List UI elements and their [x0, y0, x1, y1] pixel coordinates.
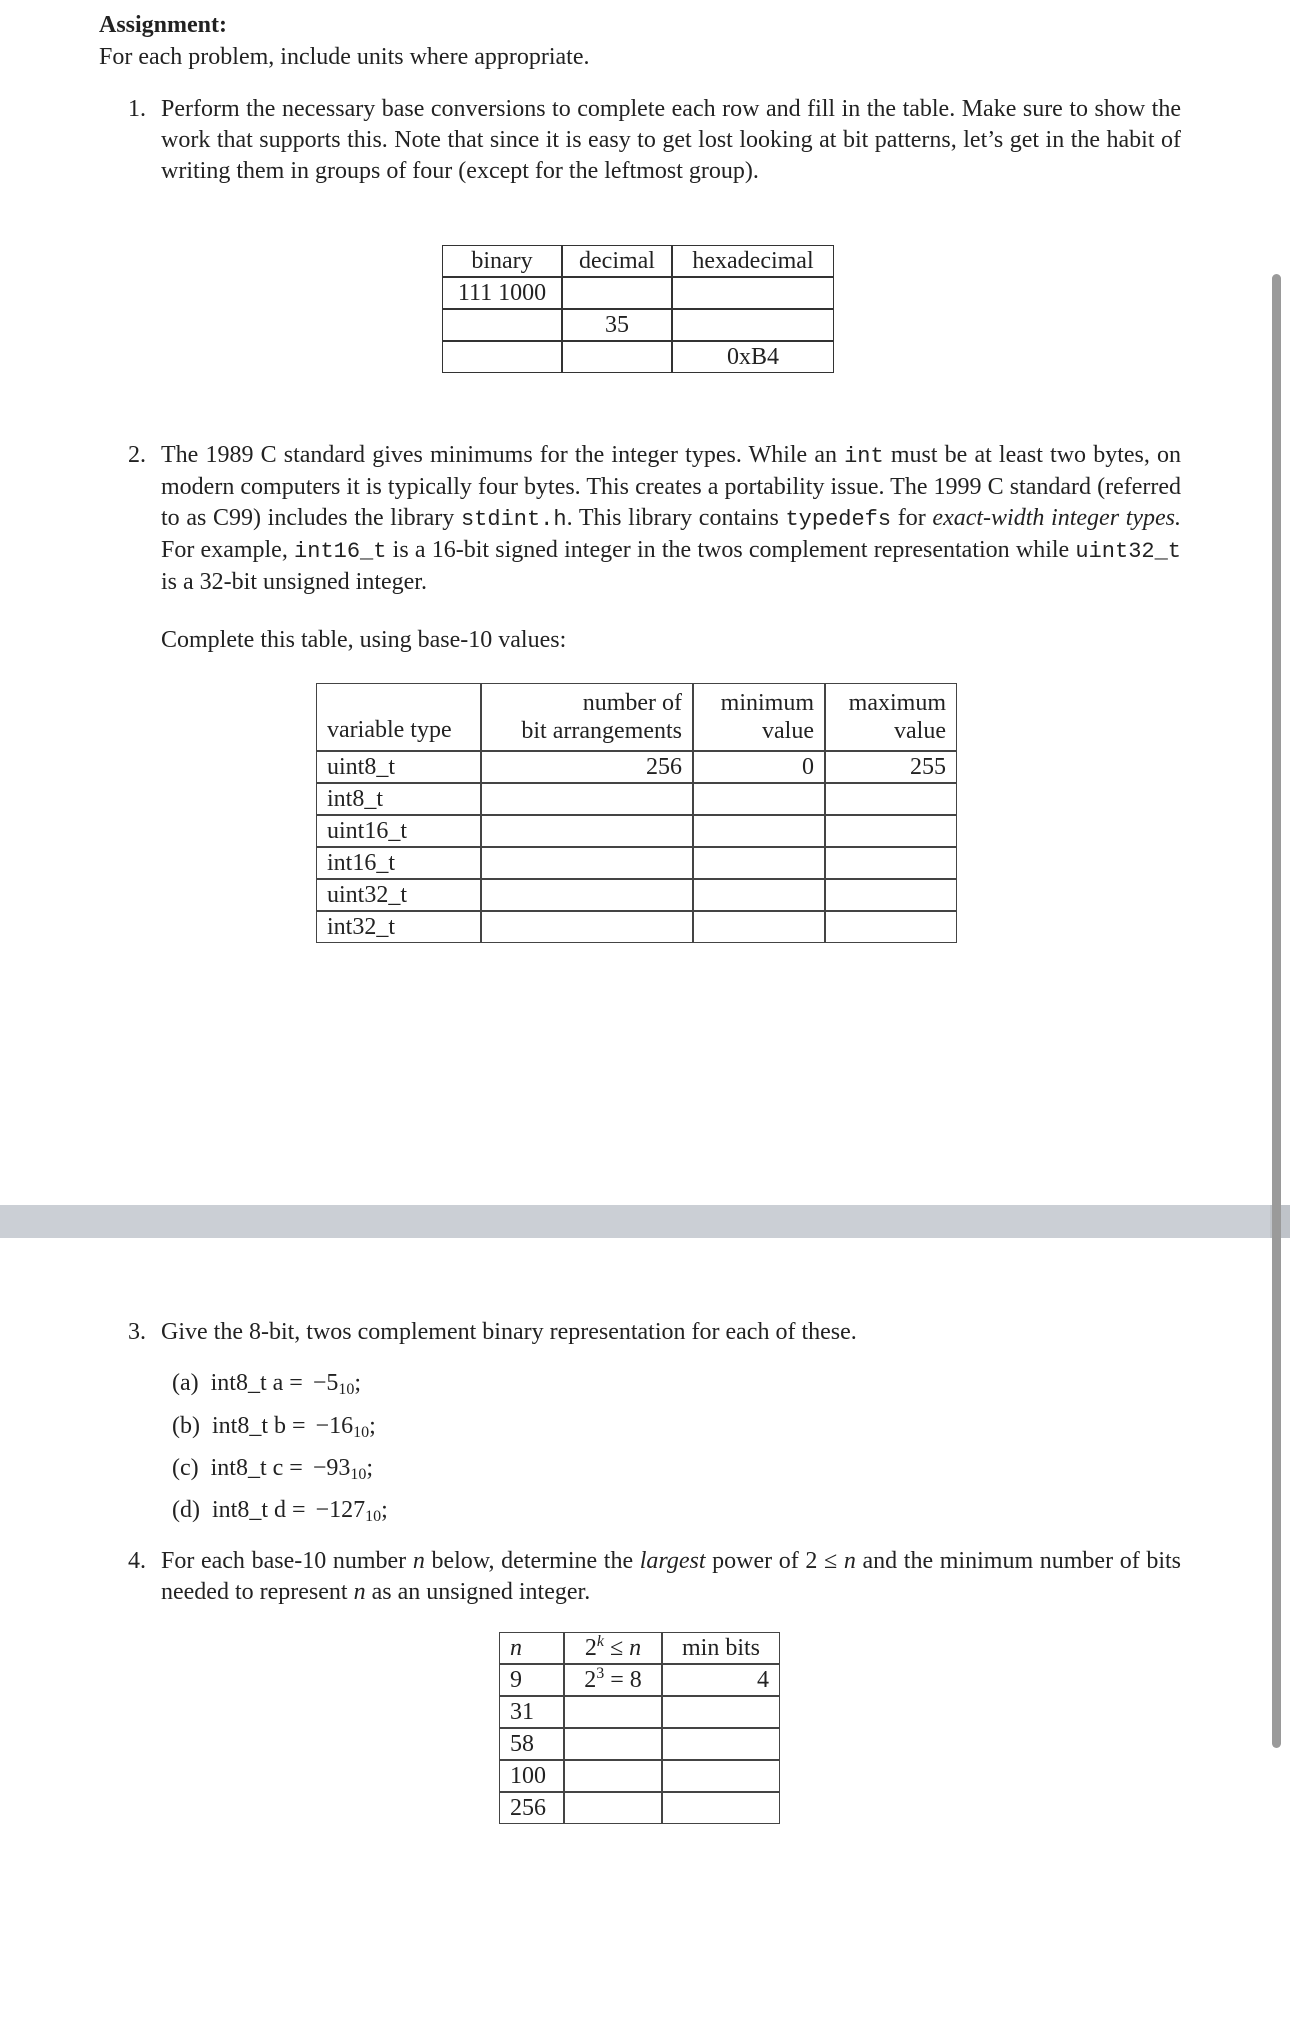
column-header [693, 683, 825, 751]
table-cell [693, 879, 825, 911]
table-cell [693, 815, 825, 847]
code-int: int [844, 444, 884, 469]
text-run: For each base-10 number [161, 1548, 407, 1574]
table-cell: int16_t [316, 847, 481, 879]
table-row [442, 341, 834, 373]
variable-n: n [412, 1548, 425, 1574]
power-exponent: 3 [596, 1665, 605, 1682]
table-header-row [442, 245, 834, 277]
problem-1-number: 1. [128, 96, 146, 122]
table-cell [672, 277, 834, 309]
table-cell: 9 [499, 1664, 564, 1696]
table-row [316, 815, 957, 847]
table-cell [442, 309, 562, 341]
item-base: 10 [350, 1466, 367, 1483]
text-run: below, determine the [431, 1548, 634, 1574]
table-cell: 58 [499, 1728, 564, 1760]
table-cell: 255 [825, 751, 957, 783]
table-row [499, 1728, 780, 1760]
item-value: −5 [312, 1370, 339, 1396]
problem-3-item [172, 1411, 376, 1442]
header-line: minimum [720, 690, 814, 716]
item-base: 10 [365, 1508, 382, 1525]
text-run: is a 16-bit signed integer in the twos complement representation while [392, 537, 1070, 563]
integer-types-table [316, 683, 957, 943]
text-run: . This library contains [566, 505, 779, 531]
power-exponent: k [596, 1633, 604, 1650]
table-cell [662, 1760, 780, 1792]
table-row [316, 847, 957, 879]
item-base: 10 [338, 1381, 355, 1398]
powers-of-two-table [499, 1632, 780, 1824]
table-row [499, 1664, 780, 1696]
variable-n: n [353, 1579, 366, 1605]
table-cell: 0 [693, 751, 825, 783]
header-line: bit arrangements [521, 718, 682, 744]
table-cell [481, 783, 693, 815]
table-cell [481, 879, 693, 911]
variable-n: n [843, 1548, 856, 1574]
header-line: value [894, 718, 946, 744]
power-base: 2 [584, 1635, 597, 1661]
exact-width-term: exact-width integer types. [932, 505, 1182, 531]
table-cell [693, 783, 825, 815]
item-end: ; [354, 1370, 362, 1396]
table-row [316, 879, 957, 911]
item-declaration: int8_t c = [210, 1455, 303, 1481]
code-typedefs: typedefs [785, 507, 892, 532]
text-run: for [897, 505, 926, 531]
column-header [564, 1632, 662, 1664]
table-row [316, 911, 957, 943]
code-int16: int16_t [294, 539, 387, 564]
table-row [316, 751, 957, 783]
item-label: (b) [172, 1413, 200, 1439]
table-cell [825, 815, 957, 847]
text-run: For example, [161, 537, 288, 563]
column-header: variable type [316, 683, 481, 751]
table-cell [693, 847, 825, 879]
table-cell [825, 847, 957, 879]
table-row [499, 1760, 780, 1792]
table-cell: 256 [499, 1792, 564, 1824]
item-end: ; [366, 1455, 374, 1481]
item-value: −16 [315, 1413, 354, 1439]
emphasis-largest: largest [639, 1548, 706, 1574]
power-base: 2 [584, 1667, 597, 1693]
table-cell [562, 341, 672, 373]
item-value: −127 [315, 1497, 366, 1523]
table-row [499, 1792, 780, 1824]
table-cell [564, 1664, 662, 1696]
variable-n: n [629, 1635, 642, 1661]
table-cell [481, 847, 693, 879]
table-cell: 4 [662, 1664, 780, 1696]
text-run: must be at least two bytes, on modern computers it is typically four bytes. This creates a portability issue. The 1999 C standard (referred to as C99) includes the library [161, 442, 1181, 531]
table-cell: 35 [562, 309, 672, 341]
table-cell [564, 1728, 662, 1760]
table-cell [825, 911, 957, 943]
table-cell: 256 [481, 751, 693, 783]
table-cell [564, 1696, 662, 1728]
table-cell [662, 1792, 780, 1824]
problem-3-text: Give the 8-bit, twos complement binary representation for each of these. [161, 1319, 857, 1345]
table-cell [481, 911, 693, 943]
table-cell [481, 815, 693, 847]
header-line: value [762, 718, 814, 744]
text-run: power of 2 ≤ [712, 1548, 838, 1574]
column-header: binary [442, 245, 562, 277]
column-header [825, 683, 957, 751]
item-label: (c) [172, 1455, 199, 1481]
column-header: hexadecimal [672, 245, 834, 277]
text-run: as an unsigned integer. [371, 1579, 591, 1605]
text-run: is a 32-bit unsigned integer. [161, 569, 427, 595]
problem-3-item [172, 1368, 361, 1399]
table-cell: 0xB4 [672, 341, 834, 373]
item-declaration: int8_t b = [211, 1413, 306, 1439]
vertical-scrollbar[interactable] [1272, 274, 1281, 1748]
item-label: (d) [172, 1497, 200, 1523]
header-line: number of [582, 690, 682, 716]
power-relation: ≤ [609, 1635, 624, 1661]
item-end: ; [369, 1413, 376, 1439]
item-label: (a) [172, 1370, 199, 1396]
problem-3-item [172, 1453, 373, 1484]
table-cell: 31 [499, 1696, 564, 1728]
text-run: and the minimum number of bits needed to represent [161, 1548, 1182, 1605]
column-header: n [499, 1632, 564, 1664]
table-cell [562, 277, 672, 309]
table-cell [442, 341, 562, 373]
item-end: ; [381, 1497, 388, 1523]
table-cell: uint8_t [316, 751, 481, 783]
table-header-row [499, 1632, 780, 1664]
table-cell [672, 309, 834, 341]
problem-4-text [161, 1546, 1181, 1608]
table-cell: 100 [499, 1760, 564, 1792]
problem-2-instruction: Complete this table, using base-10 values: [161, 627, 567, 653]
table-cell [662, 1728, 780, 1760]
problem-1-text: Perform the necessary base conversions to complete each row and fill in the table. Make sure to show the work that supports this. Note that since it is easy to get lost looking at bit patterns, let’s get in the habit of writing them in groups of four (except for the leftmost group). [161, 96, 1181, 184]
table-row [442, 309, 834, 341]
column-header: min bits [662, 1632, 780, 1664]
table-row [316, 783, 957, 815]
table-cell [693, 911, 825, 943]
code-uint32: uint32_t [1075, 539, 1182, 564]
table-row [499, 1696, 780, 1728]
code-stdint: stdint.h [460, 507, 567, 532]
problem-3-item [172, 1495, 388, 1526]
item-declaration: int8_t d = [211, 1497, 306, 1523]
header-line: maximum [848, 690, 946, 716]
table-cell [564, 1760, 662, 1792]
item-base: 10 [353, 1424, 370, 1441]
table-cell: int8_t [316, 783, 481, 815]
table-cell [825, 783, 957, 815]
base-conversion-table [442, 245, 834, 373]
table-header-row [316, 683, 957, 751]
problem-3-number: 3. [128, 1319, 146, 1345]
column-header: decimal [562, 245, 672, 277]
table-cell: uint16_t [316, 815, 481, 847]
table-cell: uint32_t [316, 879, 481, 911]
table-cell [564, 1792, 662, 1824]
assignment-intro: For each problem, include units where appropriate. [99, 44, 590, 70]
text-run: The 1989 C standard gives minimums for the integer types. While an [161, 442, 837, 468]
problem-2-number: 2. [128, 442, 146, 468]
column-header [481, 683, 693, 751]
table-cell: 111 1000 [442, 277, 562, 309]
item-declaration: int8_t a = [210, 1370, 303, 1396]
page-divider [0, 1205, 1290, 1238]
assignment-heading: Assignment: [99, 12, 228, 38]
table-row [442, 277, 834, 309]
problem-4-number: 4. [128, 1548, 146, 1574]
table-cell [662, 1696, 780, 1728]
item-value: −93 [312, 1455, 351, 1481]
problem-2-text [161, 440, 1181, 598]
table-cell: int32_t [316, 911, 481, 943]
table-cell [825, 879, 957, 911]
power-value: = 8 [610, 1667, 642, 1693]
